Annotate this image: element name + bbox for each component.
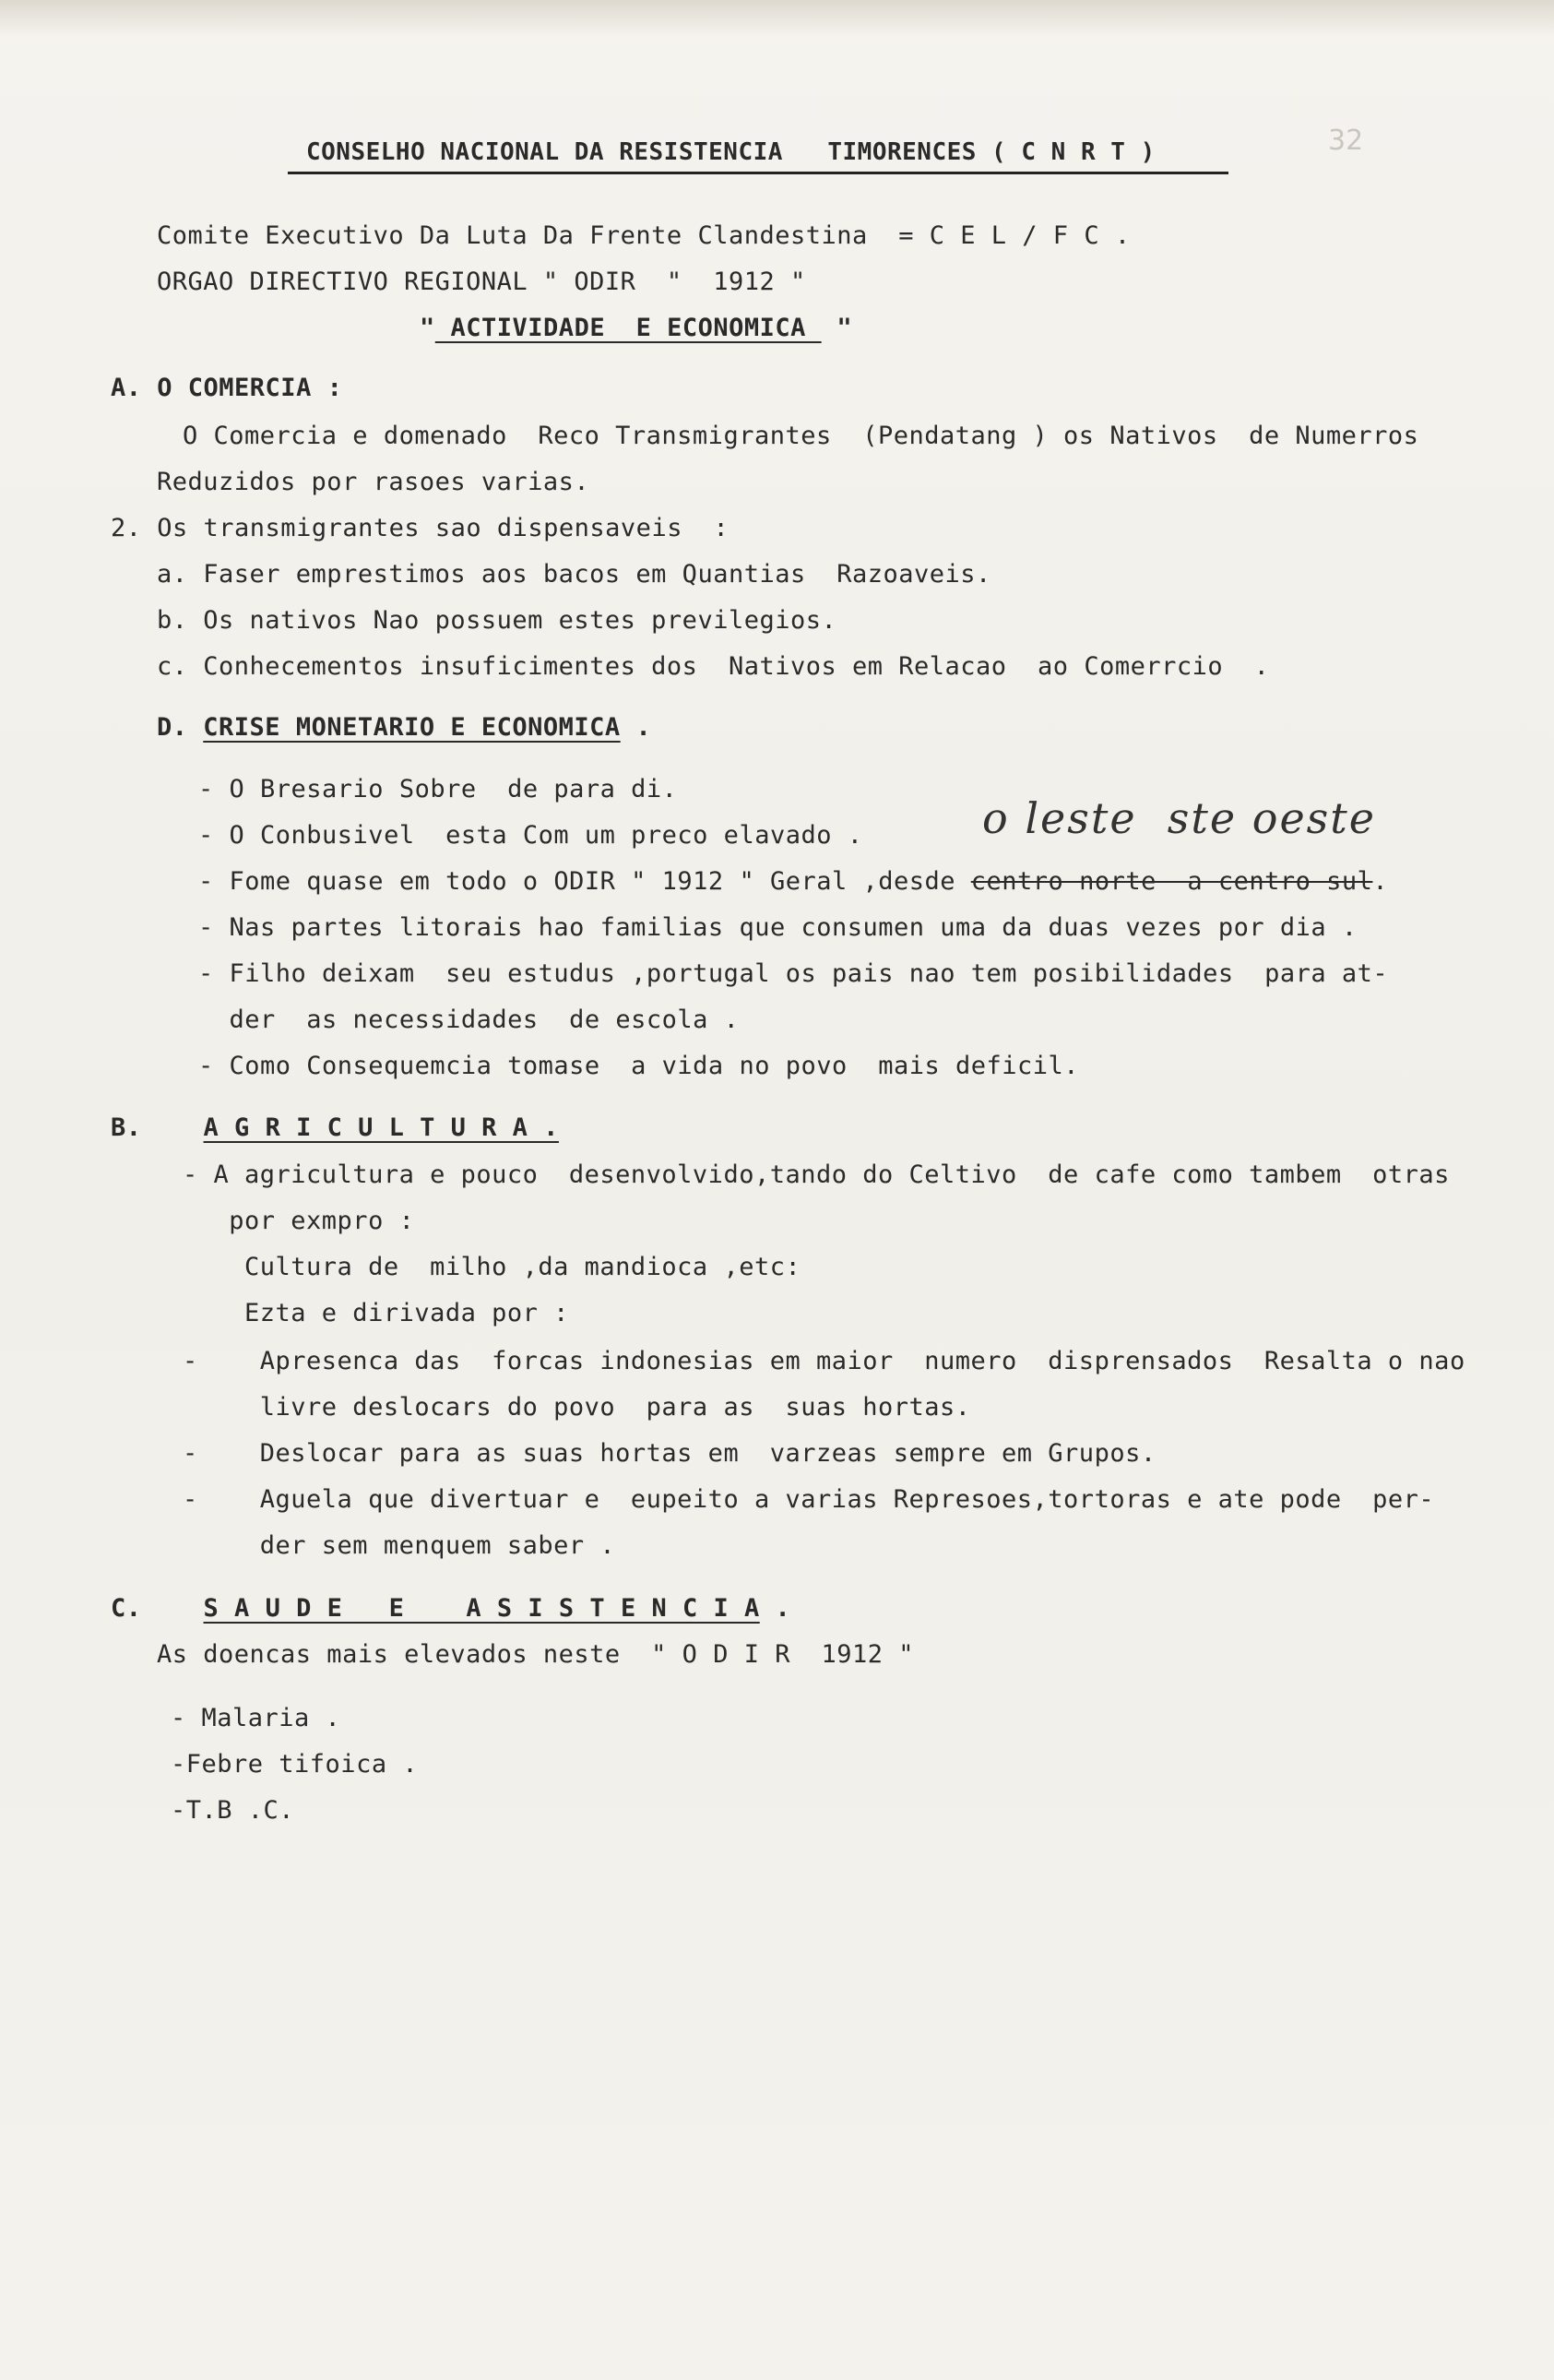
section-c-heading	[111, 1594, 790, 1623]
subtitle-line	[420, 314, 852, 342]
section-a-item-2b: b. Os nativos Nao possuem estes previlegios.	[157, 606, 837, 635]
section-d-item: - O Bresario Sobre de para di.	[198, 775, 678, 803]
section-c-intro: As doencas mais elevados neste " O D I R 1912 "	[157, 1640, 915, 1669]
section-b-item: - Apresenca das forcas indonesias em maior numero disprensados Resalta o nao	[183, 1347, 1465, 1375]
document-title: CONSELHO NACIONAL DA RESISTENCIA TIMORENCES ( C N R T )	[306, 138, 1156, 166]
section-d-item	[198, 867, 1388, 896]
section-d-heading	[157, 713, 651, 742]
section-b-title: A G R I C U L T U R A .	[203, 1113, 559, 1142]
subtitle-text: ACTIVIDADE E ECONOMICA	[434, 314, 822, 342]
section-d-title: CRISE MONETARIO E ECONOMICA	[203, 713, 621, 742]
section-a-paragraph-2: Reduzidos por rasoes varias.	[157, 468, 590, 496]
section-c-item: -T.B .C.	[171, 1796, 295, 1825]
section-d-suffix: .	[620, 713, 652, 742]
section-d-item-end: .	[1372, 867, 1389, 896]
handwritten-note: o leste ste oeste	[982, 793, 1376, 843]
section-d-item-text: - Fome quase em todo o ODIR " 1912 " Geral ,desde	[198, 867, 971, 896]
section-a-title: A. O COMERCIA :	[111, 374, 343, 402]
subtitle-quote-close: "	[821, 314, 853, 342]
section-d-label: D.	[157, 713, 188, 742]
section-b-item: - Aguela que divertuar e eupeito a varias Represoes,tortoras e ate pode per-	[183, 1485, 1435, 1514]
section-b-item: por exmpro :	[183, 1207, 415, 1235]
section-a-paragraph-1: O Comercia e domenado Reco Transmigrantes (Pendatang ) os Nativos de Numerros	[183, 422, 1419, 450]
section-b-item: - Deslocar para as suas hortas em varzeas sempre em Grupos.	[183, 1439, 1157, 1468]
section-b-item: der sem menquem saber .	[183, 1531, 616, 1560]
section-b-item: Cultura de milho ,da mandioca ,etc:	[183, 1253, 801, 1281]
section-b-item: livre deslocars do povo para as suas hortas.	[183, 1393, 971, 1422]
section-d-item: - Como Consequemcia tomase a vida no povo mais deficil.	[198, 1052, 1080, 1080]
title-underline	[288, 172, 1228, 174]
section-c-item: -Febre tifoica .	[171, 1750, 419, 1779]
section-a-item-2c: c. Conhecementos insuficimentes dos Nativos em Relacao ao Comerrcio .	[157, 652, 1270, 681]
section-c-title: S A U D E E A S I S T E N C I A	[203, 1594, 760, 1623]
struck-text: centro norte a centro sul	[970, 867, 1373, 896]
section-c-item: - Malaria .	[171, 1704, 341, 1732]
section-a-item-2: 2. Os transmigrantes sao dispensaveis :	[111, 514, 730, 542]
section-b-item: - A agricultura e pouco desenvolvido,tando do Celtivo de cafe como tambem otras	[183, 1160, 1450, 1189]
section-c-suffix: .	[759, 1594, 791, 1623]
section-d-item: - Filho deixam seu estudus ,portugal os pais nao tem posibilidades para at-	[198, 959, 1389, 988]
page-number: 32	[1328, 125, 1364, 157]
section-c-label: C.	[111, 1594, 142, 1623]
committee-line: Comite Executivo Da Luta Da Frente Clandestina = C E L / F C .	[157, 221, 1131, 250]
section-b-heading	[111, 1113, 559, 1142]
section-b-label: B.	[111, 1113, 142, 1142]
paper-stain	[0, 0, 1554, 37]
section-d-item: - Nas partes litorais hao familias que consumen uma da duas vezes por dia .	[198, 913, 1358, 942]
organ-line: ORGAO DIRECTIVO REGIONAL " ODIR " 1912 "	[157, 268, 806, 296]
subtitle-quote-open: "	[420, 314, 435, 342]
section-d-item: der as necessidades de escola .	[198, 1006, 740, 1034]
section-b-item: Ezta e dirivada por :	[183, 1299, 569, 1327]
section-d-item: - O Conbusivel esta Com um preco elavado .	[198, 821, 863, 850]
section-a-item-2a: a. Faser emprestimos aos bacos em Quantias Razoaveis.	[157, 560, 991, 589]
